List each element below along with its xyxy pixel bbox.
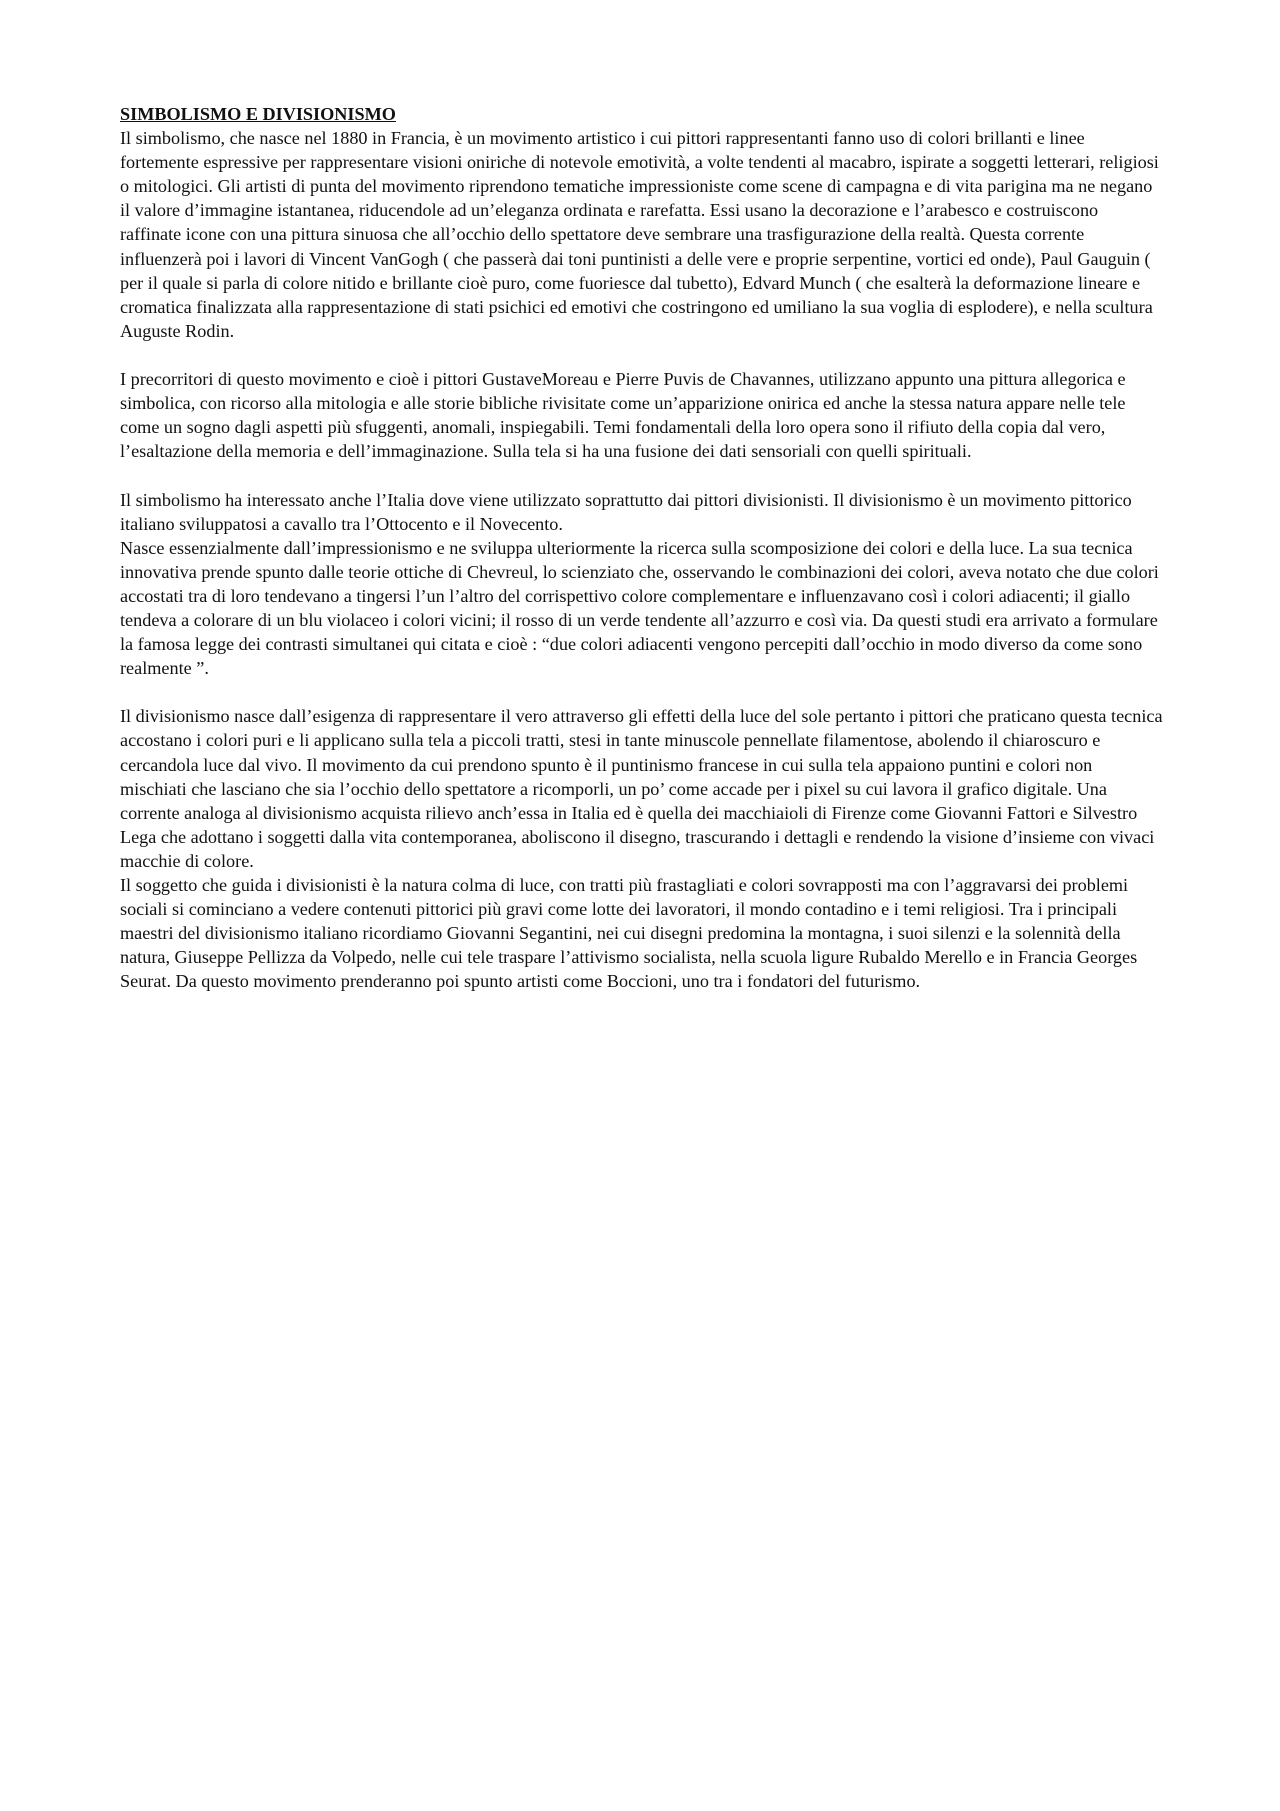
paragraph-spacer <box>120 463 1163 487</box>
paragraph-spacer <box>120 680 1163 704</box>
paragraph-precorritori: I precorritori di questo movimento e cioè i pittori GustaveMoreau e Pierre Puvis de Chavannes, utilizzano appunto una pittura allegorica e simbolica, con ricorso alla mitologia e alle storie bibliche rivisitate come un’apparizione onirica ed anche la stessa natura appare nelle tele come un sogno dagli aspetti più sfuggenti, anomali, inspiegabili. Temi fondamentali della loro opera sono il rifiuto della copia dal vero, l’esaltazione della memoria e dell’immaginazione. Sulla tela si ha una fusione dei dati sensoriali con quelli spirituali. <box>120 369 1126 462</box>
paragraph-divisionismo-maestri: Il soggetto che guida i divisionisti è la natura colma di luce, con tratti più frastagliati e colori sovrapposti ma con l’aggravarsi dei problemi sociali si cominciano a vedere contenuti pittorici più gravi come lotte dei lavoratori, il mondo contadino e i temi religiosi. Tra i principali maestri del divisionismo italiano ricordiamo Giovanni Segantini, nei cui disegni predomina la montagna, i suoi silenzi e la solennità della natura, Giuseppe Pellizza da Volpedo, nelle cui tele traspare l’attivismo socialista, nella scuola ligure Rubaldo Merello e in Francia Georges Seurat. Da questo movimento prenderanno poi spunto artisti come Boccioni, uno tra i fondatori del futurismo. <box>120 875 1138 992</box>
paragraph-simbolismo-intro: Il simbolismo, che nasce nel 1880 in Francia, è un movimento artistico i cui pittori rappresentanti fanno uso di colori brillanti e linee fortemente espressive per rappresentare visioni oniriche di notevole emotività, a volte tendenti al macabro, ispirate a soggetti letterari, religiosi o mitologici. Gli artisti di punta del movimento riprendono tematiche impressioniste come scene di campagna e di vita parigina ma ne negano il valore d’immagine istantanea, riducendole ad un’eleganza ordinata e rarefatta. Essi usano la decorazione e l’arabesco e costruiscono raffinate icone con una pittura sinuosa che all’occhio dello spettatore deve sembrare una trasfigurazione della realtà. Questa corrente influenzerà poi i lavori di Vincent VanGogh ( che passerà dai toni puntinisti a delle vere e proprie serpentine, vortici ed onde), Paul Gauguin ( per il quale si parla di colore nitido e brillante cioè puro, come fuoriesce dal tubetto), Edvard Munch ( che esalterà la deformazione lineare e cromatica finalizzata alla rappresentazione di stati psichici ed emotivi che costringono ed umiliano la sua voglia di esplodere), e nella scultura Auguste Rodin. <box>120 128 1159 341</box>
paragraph-chevreul: Nasce essenzialmente dall’impressionismo e ne sviluppa ulteriormente la ricerca sulla scomposizione dei colori e della luce. La sua tecnica innovativa prende spunto dalle teorie ottiche di Chevreul, lo scienziato che, osservando le combinazioni dei colori, aveva notato che due colori accostati tra di loro tendevano a tingersi l’un l’altro del corrispettivo colore complementare e influenzavano così i colori adiacenti; il giallo tendeva a colorare di un blu violaceo i colori vicini; il rosso di un verde tendente all’azzurro e così via. Da questi studi era arrivato a formulare la famosa legge dei contrasti simultanei qui citata e cioè : “due colori adiacenti vengono percepiti dall’occhio in modo diverso da come sono realmente ”. <box>120 537 1159 679</box>
paragraph-spacer <box>120 343 1163 367</box>
document-page <box>120 102 1163 993</box>
document-title: SIMBOLISMO E DIVISIONISMO <box>120 104 396 124</box>
paragraph-simbolismo-italia: Il simbolismo ha interessato anche l’Italia dove viene utilizzato soprattutto dai pittori divisionisti. Il divisionismo è un movimento pittorico italiano sviluppatosi a cavallo tra l’Ottocento e il Novecento. <box>120 489 1132 534</box>
paragraph-divisionismo-tecnica: Il divisionismo nasce dall’esigenza di rappresentare il vero attraverso gli effetti della luce del sole pertanto i pittori che praticano questa tecnica accostano i colori puri e li applicano sulla tela a piccoli tratti, stesi in tante minuscole pennellate filamentose, abolendo il chiaroscuro e cercandola luce dal vivo. Il movimento da cui prendono spunto è il puntinismo francese in cui sulla tela appaiono puntini e colori non mischiati che lasciano che sia l’occhio dello spettatore a ricomporli, un po’ come accade per i pixel su cui lavora il grafico digitale. Una corrente analoga al divisionismo acquista rilievo anch’essa in Italia ed è quella dei macchiaioli di Firenze come Giovanni Fattori e Silvestro Lega che adottano i soggetti dalla vita contemporanea, aboliscono il disegno, trascurando i dettagli e rendendo la visione d’insieme con vivaci macchie di colore. <box>120 706 1163 871</box>
